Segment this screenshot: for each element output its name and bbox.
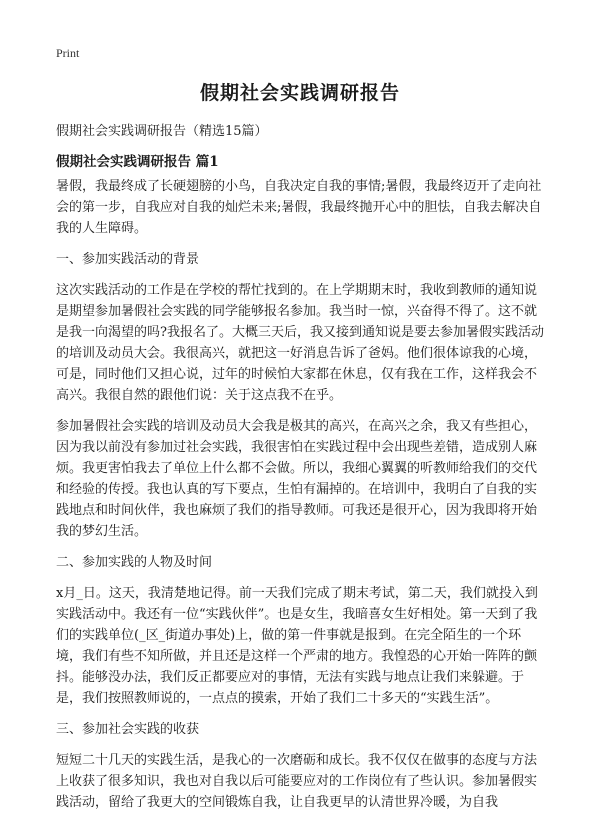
- paragraph-background-1: 这次实践活动的工作是在学校的帮忙找到的。在上学期期末时，我收到教师的通知说是期望参加暑假社会实践的同学能够报名参加。我当时一惊，兴奋得不得了。这不就是我一向渴望的吗?我报名了。大概三天后，我又接到通知说是要去参加暑假实践活动的培训及动员大会。我很高兴，就把这一好消息告诉了爸妈。他们很体谅我的心境，可是，同时他们又担心说，过年的时候怕大家都在休息，仅有我在工作，这样我会不高兴。我很自然的跟他们说：关于这点我不在乎。: [56, 283, 544, 403]
- document-subtitle: 假期社会实践调研报告（精选15篇）: [56, 124, 268, 139]
- heading-people-time: 二、参加实践的人物及时间: [56, 555, 213, 570]
- page-title: 假期社会实践调研报告: [199, 82, 400, 104]
- paragraph-people-time: x月_日。这天，我清楚地记得。前一天我们完成了期末考试，第二天，我们就投入到实践活动中。我还有一位“实践伙伴”。也是女生，我暗喜女生好相处。第一天到了我们的实践单位(_区_街道办事处)上，做的第一件事就是报到。在完全陌生的一个环境，我们有些不知所做，并且还是这样一个严肃的地方。我惶恐的心开始一阵阵的颤抖。能够没办法，我们反正都要应对的事情，无法有实践与地点让我们来躲避。于是，我们按照教师说的，一点点的摸索，开始了我们二十多天的“实践生活”。: [56, 586, 538, 706]
- intro-paragraph: 暑假，我最终成了长硬翅膀的小鸟，自我决定自我的事情;暑假，我最终迈开了走向社会的第一步，自我应对自我的灿烂未来;暑假，我最终抛开心中的胆怯，自我去解决自我的人生障碍。: [56, 179, 542, 236]
- heading-harvest: 三、参加社会实践的收获: [56, 722, 200, 737]
- paragraph-background-2: 参加暑假社会实践的培训及动员大会我是极其的高兴，在高兴之余，我又有些担心，因为我以前没有参加过社会实践，我很害怕在实践过程中会出现些差错，造成别人麻烦。我更害怕我去了单位上什么都不会做。所以，我细心翼翼的听教师给我们的交代和经验的传授。我也认真的写下要点，生怕有漏掉的。在培训中，我明白了自我的实践地点和时间伙伴，我也麻烦了我们的指导教师。可我还是很开心，因为我即将开始我的梦幻生活。: [56, 419, 538, 539]
- print-label: Print: [56, 46, 80, 60]
- article-body: [56, 176, 544, 823]
- paragraph-harvest: 短短二十几天的实践生活，是我心的一次磨砺和成长。我不仅仅在做事的态度与方法上收获了很多知识，我也对自我以后可能要应对的工作岗位有了些认识。参加暑假实践活动，留给了我更大的空间锻炼自我，让自我更早的认清世界冷暖，为自我: [56, 753, 538, 810]
- heading-background: 一、参加实践活动的背景: [56, 252, 200, 267]
- section-title: 假期社会实践调研报告 篇1: [56, 154, 219, 170]
